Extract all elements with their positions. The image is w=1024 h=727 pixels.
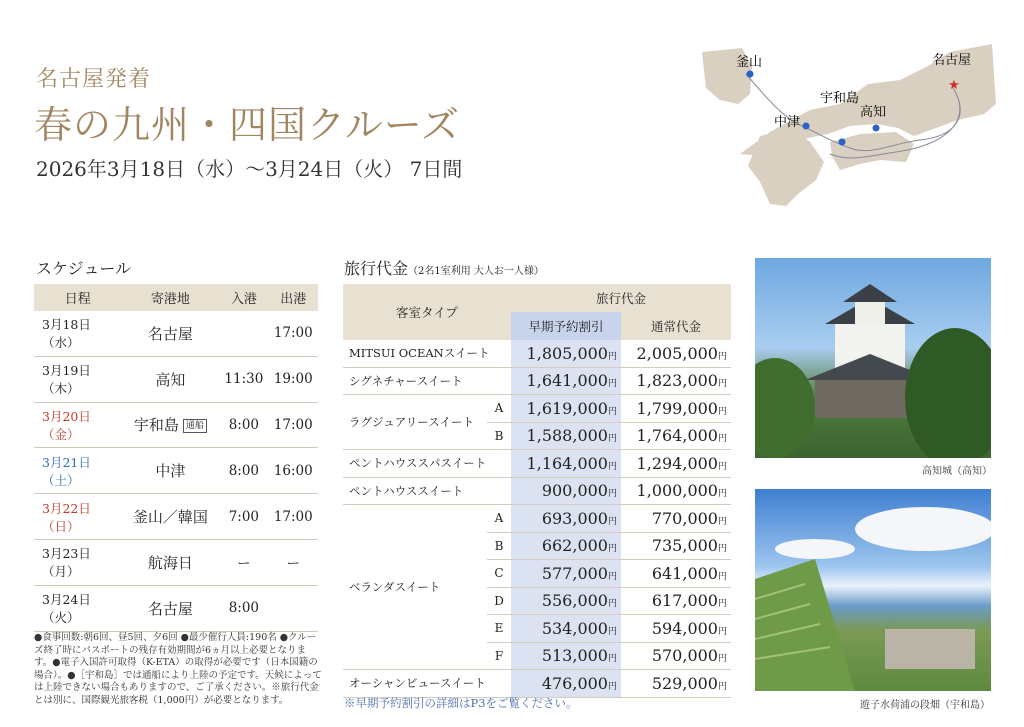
yen-unit: 円 bbox=[607, 571, 617, 582]
fare-row bbox=[343, 340, 731, 367]
yen-unit: 円 bbox=[717, 571, 727, 582]
map-land-kyushu bbox=[748, 128, 824, 206]
fare-heading-note: （2名1室利用 大人お一人様） bbox=[408, 266, 544, 277]
fare-row bbox=[343, 367, 731, 395]
tender-badge: 通船 bbox=[183, 419, 207, 433]
fare-normal-price: 1,823,000 bbox=[636, 371, 718, 391]
yen-unit: 円 bbox=[717, 599, 727, 610]
fare-normal-price: 770,000 bbox=[651, 508, 718, 528]
terrace-illustration bbox=[755, 489, 991, 691]
fare-heading-text: 旅行代金 bbox=[344, 259, 409, 278]
schedule-col-1: 寄港地 bbox=[122, 284, 220, 311]
fare-early-price: 662,000 bbox=[541, 536, 608, 556]
fare-room-grade: E bbox=[487, 615, 511, 643]
schedule-row bbox=[34, 356, 318, 402]
fare-early-price: 1,164,000 bbox=[526, 453, 608, 473]
schedule-departure: 17:00 bbox=[273, 325, 313, 342]
castle-illustration bbox=[755, 258, 991, 458]
schedule-port: 中津 bbox=[155, 462, 186, 481]
yen-unit: 円 bbox=[717, 351, 727, 362]
yen-unit: 円 bbox=[607, 681, 617, 692]
schedule-date: 3月19日（木） bbox=[42, 363, 91, 397]
schedule-port: 名古屋 bbox=[147, 324, 193, 343]
schedule-port: 宇和島 bbox=[133, 416, 179, 435]
fare-early-price: 1,588,000 bbox=[526, 426, 608, 446]
schedule-table bbox=[34, 284, 318, 632]
schedule-date: 3月18日（水） bbox=[42, 317, 91, 351]
header-subtitle: 名古屋発着 bbox=[36, 67, 152, 92]
fare-row bbox=[343, 505, 731, 533]
fare-room-grade: F bbox=[487, 642, 511, 670]
fare-room-type: ペントハウススイート bbox=[343, 477, 511, 505]
fare-normal-price: 1,294,000 bbox=[636, 453, 718, 473]
schedule-row bbox=[34, 539, 318, 585]
schedule-col-2: 入港 bbox=[219, 284, 268, 311]
fare-room-grade: A bbox=[487, 395, 511, 423]
cruise-dates: 2026年3月18日（水）～3月24日（火） 7日間 bbox=[36, 157, 463, 181]
yen-unit: 円 bbox=[717, 654, 727, 665]
fare-room-type: シグネチャースイート bbox=[343, 367, 511, 395]
fare-normal-price: 1,799,000 bbox=[636, 398, 718, 418]
page-title: 春の九州・四国クルーズ bbox=[34, 103, 460, 147]
fare-room-type: オーシャンビュースイート bbox=[343, 670, 511, 698]
uwajima-marker bbox=[839, 139, 846, 146]
yen-unit: 円 bbox=[607, 434, 617, 445]
yen-unit: 円 bbox=[607, 654, 617, 665]
fare-early-price: 900,000 bbox=[541, 481, 608, 501]
yen-unit: 円 bbox=[717, 544, 727, 555]
yen-unit: 円 bbox=[607, 626, 617, 637]
schedule-date: 3月22日（日） bbox=[42, 500, 91, 534]
fare-room-type: ペントハウススパスイート bbox=[343, 450, 511, 478]
nakatsu-marker bbox=[803, 123, 810, 130]
yen-unit: 円 bbox=[607, 379, 617, 390]
schedule-arrival: 8:00 bbox=[228, 462, 260, 479]
kochi-castle-photo bbox=[755, 258, 991, 458]
yen-unit: 円 bbox=[717, 516, 727, 527]
schedule-col-3: 出港 bbox=[269, 284, 318, 311]
schedule-heading: スケジュール bbox=[36, 259, 132, 278]
yen-unit: 円 bbox=[717, 626, 727, 637]
schedule-col-0: 日程 bbox=[34, 284, 122, 311]
fare-row bbox=[343, 477, 731, 505]
fare-early-price: 1,805,000 bbox=[526, 343, 608, 363]
schedule-port: 高知 bbox=[155, 370, 186, 389]
kochi-marker bbox=[873, 125, 880, 132]
fare-early-price: 577,000 bbox=[541, 563, 608, 583]
fare-normal-price: 570,000 bbox=[651, 646, 718, 666]
fare-row bbox=[343, 395, 731, 423]
fare-normal-price: 594,000 bbox=[651, 618, 718, 638]
yen-unit: 円 bbox=[717, 681, 727, 692]
fare-normal-price: 1,764,000 bbox=[636, 426, 718, 446]
fare-room-type: ラグジュアリースイート bbox=[343, 395, 487, 450]
schedule-date: 3月20日（金） bbox=[42, 408, 91, 442]
yen-unit: 円 bbox=[607, 544, 617, 555]
schedule-arrival: 7:00 bbox=[228, 508, 260, 525]
schedule-departure: 17:00 bbox=[273, 416, 313, 433]
fare-early-price: 513,000 bbox=[541, 646, 608, 666]
schedule-row bbox=[34, 494, 318, 540]
fare-normal-price: 2,005,000 bbox=[636, 343, 718, 363]
schedule-departure: 16:00 bbox=[273, 462, 313, 479]
route-map bbox=[700, 44, 996, 206]
fare-normal-price: 617,000 bbox=[651, 591, 718, 611]
schedule-row bbox=[34, 402, 318, 448]
fare-normal-price: 529,000 bbox=[651, 673, 718, 693]
map-label-uwajima: 宇和島 bbox=[820, 91, 860, 106]
bottom-photo-caption: 遊子水荷浦の段畑（宇和島） bbox=[860, 700, 990, 711]
schedule-date: 3月24日（火） bbox=[42, 592, 91, 626]
fare-room-grade: A bbox=[487, 505, 511, 533]
fare-normal-price: 1,000,000 bbox=[636, 481, 718, 501]
nagoya-star-icon: ★ bbox=[948, 78, 960, 93]
schedule-port: 航海日 bbox=[147, 553, 193, 572]
schedule-row bbox=[34, 311, 318, 356]
fare-room-grade: C bbox=[487, 560, 511, 588]
yen-unit: 円 bbox=[607, 599, 617, 610]
yen-unit: 円 bbox=[717, 434, 727, 445]
schedule-port: 名古屋 bbox=[147, 599, 193, 618]
fare-normal-price: 641,000 bbox=[651, 563, 718, 583]
schedule-departure: ー bbox=[286, 556, 301, 573]
schedule-arrival: ー bbox=[237, 556, 251, 573]
schedule-arrival: 8:00 bbox=[228, 416, 260, 433]
fare-room-grade: B bbox=[487, 422, 511, 450]
fare-room-grade: D bbox=[487, 587, 511, 615]
top-photo-caption: 高知城（高知） bbox=[922, 466, 992, 477]
map-label-kochi: 高知 bbox=[860, 105, 887, 120]
schedule-date: 3月23日（月） bbox=[42, 546, 91, 580]
yen-unit: 円 bbox=[607, 489, 617, 500]
yen-unit: 円 bbox=[717, 406, 727, 417]
fare-early-price: 476,000 bbox=[541, 673, 608, 693]
fare-normal-price: 735,000 bbox=[651, 536, 718, 556]
fare-early-price: 1,619,000 bbox=[526, 398, 608, 418]
schedule-date: 3月21日（土） bbox=[42, 454, 91, 488]
fare-col-type: 客室タイプ bbox=[343, 284, 511, 340]
fare-heading bbox=[344, 256, 544, 279]
fare-col-normal: 通常代金 bbox=[621, 312, 731, 340]
yen-unit: 円 bbox=[717, 489, 727, 500]
yen-unit: 円 bbox=[607, 406, 617, 417]
schedule-row bbox=[34, 448, 318, 494]
fare-early-price: 1,641,000 bbox=[526, 371, 608, 391]
busan-marker bbox=[747, 71, 754, 78]
schedule-row bbox=[34, 585, 318, 631]
fare-early-price: 556,000 bbox=[541, 591, 608, 611]
yen-unit: 円 bbox=[607, 351, 617, 362]
fare-table bbox=[343, 284, 731, 698]
schedule-departure: 17:00 bbox=[273, 508, 313, 525]
yen-unit: 円 bbox=[717, 379, 727, 390]
fare-early-price: 693,000 bbox=[541, 508, 608, 528]
map-label-busan: 釜山 bbox=[736, 55, 763, 70]
schedule-arrival: 8:00 bbox=[228, 600, 260, 617]
fare-room-type: MITSUI OCEANスイート bbox=[343, 340, 511, 367]
fare-row bbox=[343, 450, 731, 478]
notes: ●食事回数:朝6回、昼5回、夕6回 ●最少催行人員:190名 ●クルーズ終了時にパスポートの残存有効期間が6ヵ月以上必要となります。●電子入国許可取得（K-ETA）の取得が必要です（日本国籍の場合）。●［宇和島］では通船により上陸の予定です。天候によっては上陸できない場合もありますので、ご了承ください。※旅行代金とは別に、国際観光旅客税（1,000円）が必要となります。 bbox=[34, 632, 322, 706]
terraced-fields-photo bbox=[755, 489, 991, 691]
yen-unit: 円 bbox=[607, 461, 617, 472]
schedule-arrival: 11:30 bbox=[224, 371, 264, 388]
fare-room-type: ベランダスイート bbox=[343, 505, 487, 670]
fare-row bbox=[343, 670, 731, 698]
schedule-port: 釜山／韓国 bbox=[132, 508, 208, 527]
map-label-nagoya: 名古屋 bbox=[932, 53, 972, 68]
fare-col-early: 早期予約割引 bbox=[511, 312, 621, 340]
fare-col-group: 旅行代金 bbox=[511, 284, 731, 312]
fare-room-grade: B bbox=[487, 532, 511, 560]
map-label-nakatsu: 中津 bbox=[774, 115, 801, 130]
fare-footnote: ※早期予約割引の詳細はP3をご覧ください。 bbox=[344, 696, 578, 710]
yen-unit: 円 bbox=[607, 516, 617, 527]
yen-unit: 円 bbox=[717, 461, 727, 472]
schedule-departure: 19:00 bbox=[273, 371, 313, 388]
fare-early-price: 534,000 bbox=[541, 618, 608, 638]
